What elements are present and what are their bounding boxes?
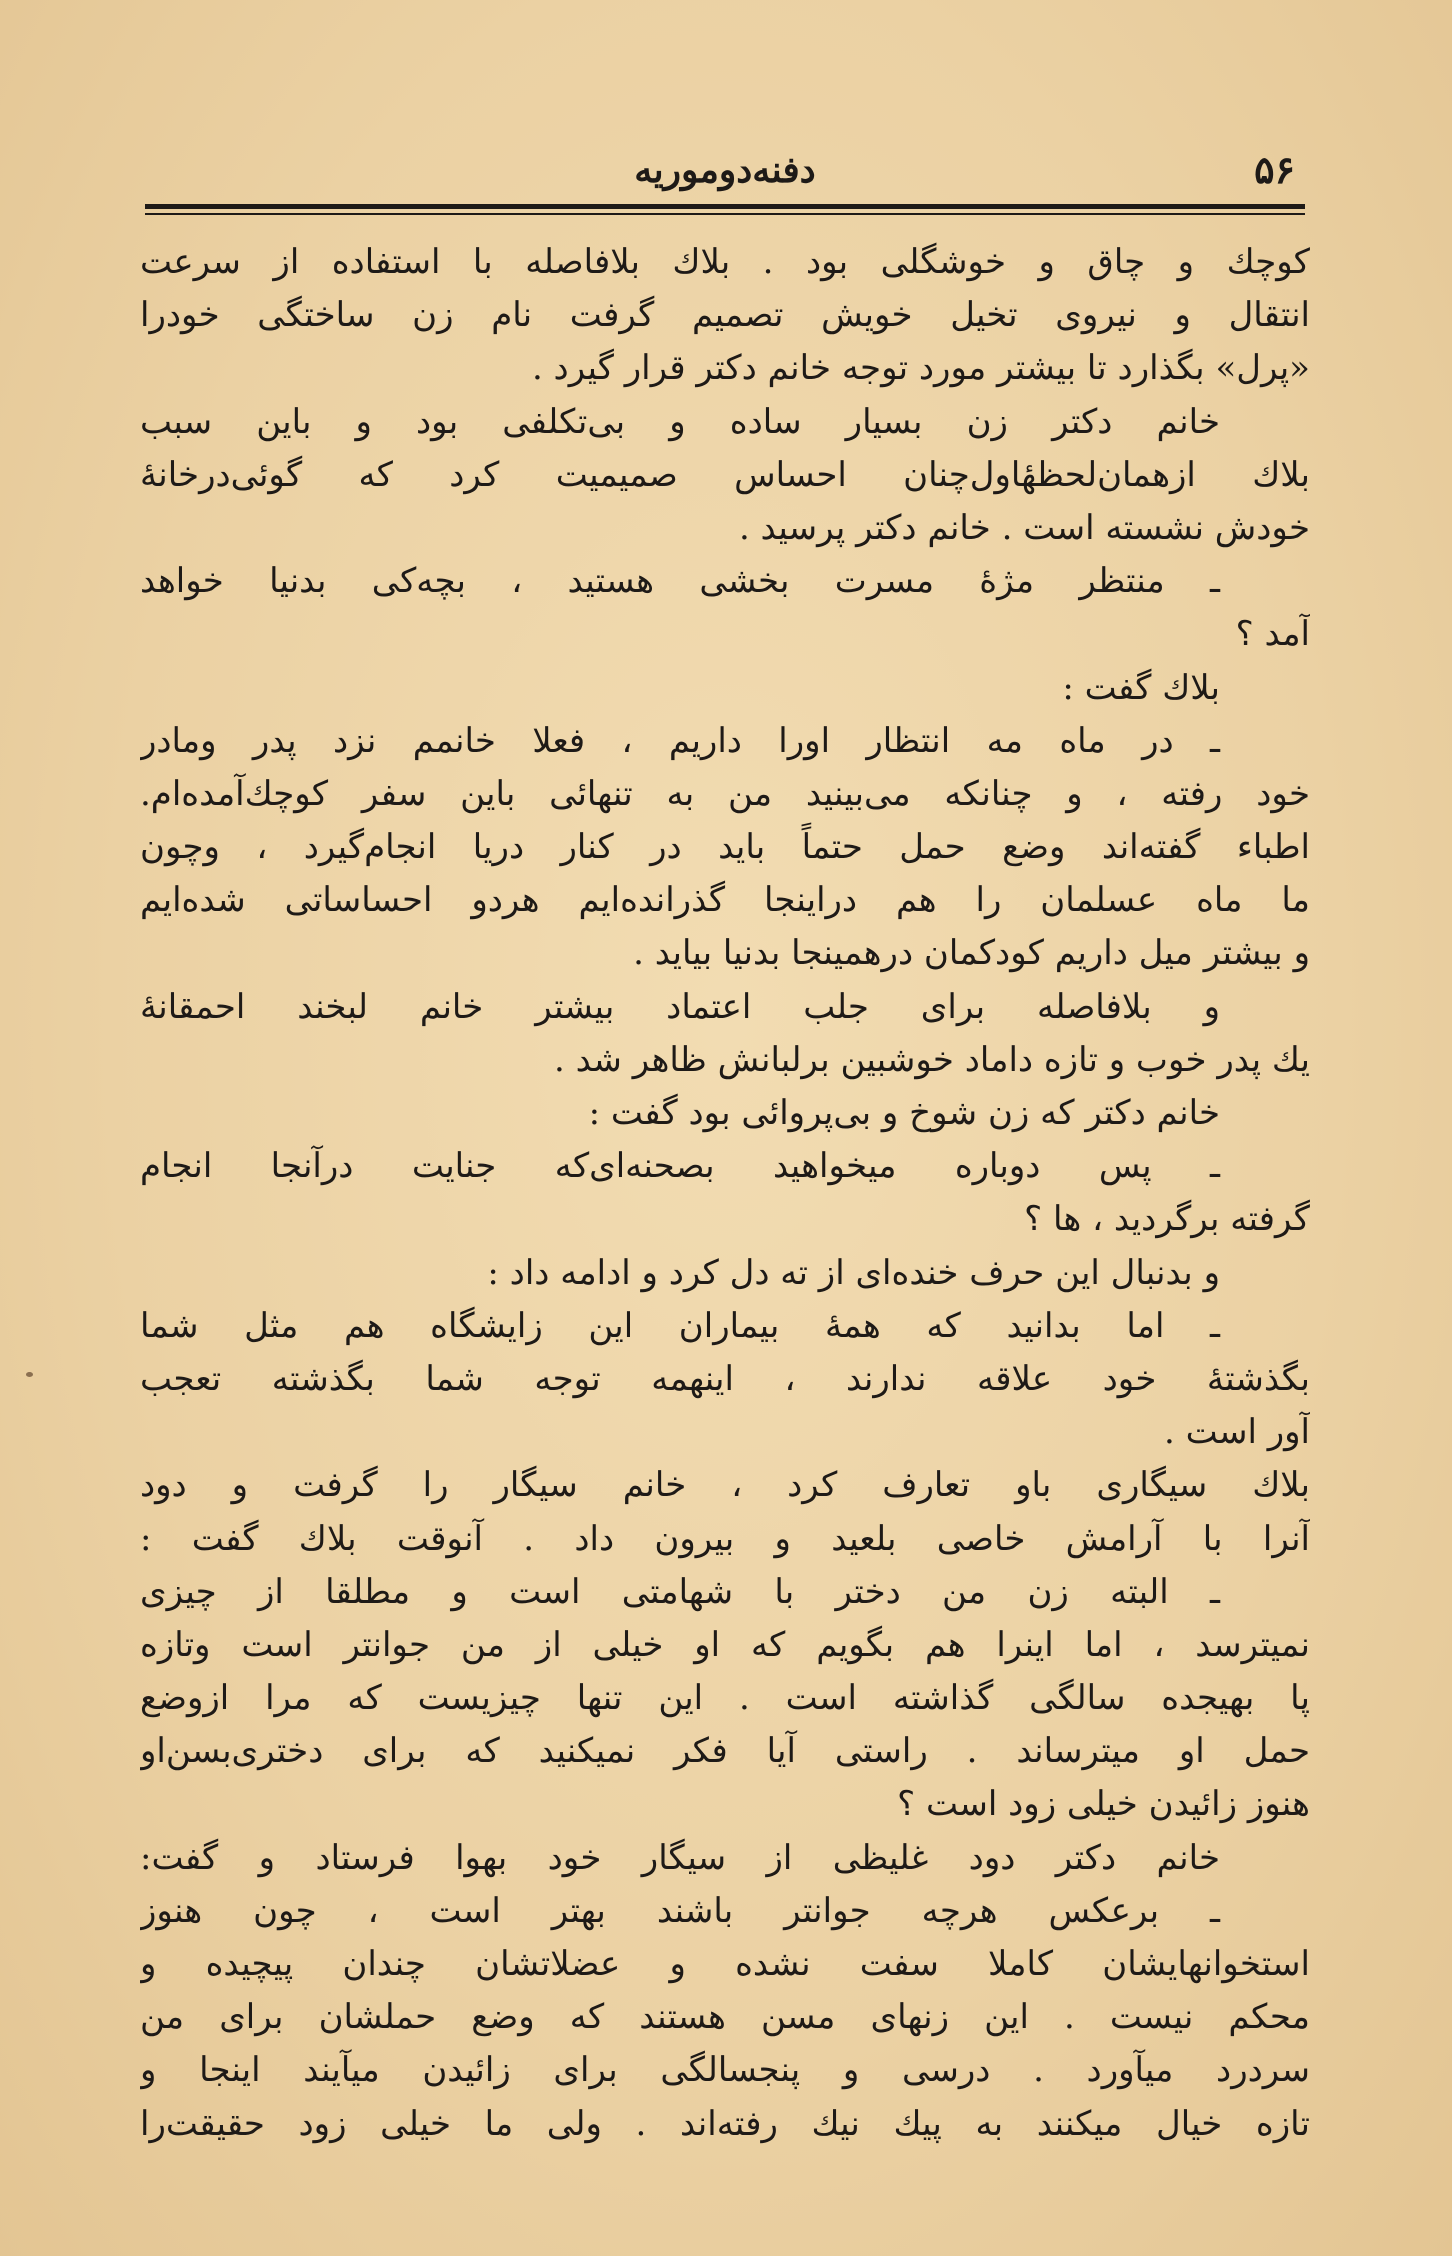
text-line: ـ منتظر مژهٔ مسرت بخشی هستید ، بچه‌کی بدنیا خواهد (140, 561, 1220, 602)
text-line: محکم نیست . این زنهای مسن هستند که وضع حملشان برای من (140, 1997, 1310, 2038)
running-title: دفنه‌دوموریه (634, 149, 816, 191)
text-line: گرفته برگردید ، ها ؟ (1024, 1199, 1310, 1240)
body-text (140, 236, 1310, 2151)
header-rule-thin (145, 213, 1305, 215)
text-line: کوچك و چاق و خوشگلی بود . بلاك بلافاصله با استفاده از سرعت (140, 242, 1310, 282)
text-line: نمیترسد ، اما اینرا هم بگویم که او خیلی از من جوانتر است وتازه (140, 1624, 1310, 1665)
paper-speck (26, 1372, 33, 1377)
text-line: هنوز زائیدن خیلی زود است ؟ (897, 1784, 1310, 1825)
text-line: آمد ؟ (1235, 614, 1310, 655)
text-line: ـ پس دوباره میخواهید بصحنه‌ای‌که جنایت درآنجا انجام (140, 1146, 1220, 1187)
text-line: ـ البته زن من دختر با شهامتی است و مطلقا از چیزی (140, 1571, 1220, 1612)
text-line: و بیشتر میل داریم کودکمان درهمینجا بدنیا بیاید . (633, 933, 1310, 974)
text-line: خانم دکتر زن بسیار ساده و بی‌تکلفی بود و باین سبب (140, 401, 1220, 442)
text-line: خانم دکتر که زن شوخ و بی‌پروائی بود گفت : (588, 1093, 1220, 1133)
header-rule-thick (145, 204, 1305, 209)
text-line: ـ در ماه مه انتظار اورا داریم ، فعلا خانمم نزد پدر ومادر (140, 720, 1220, 761)
text-line: آور است . (1163, 1412, 1310, 1453)
text-line: انتقال و نیروی تخیل خویش تصمیم گرفت نام زن ساختگی خودرا (140, 295, 1310, 336)
text-line: خودش نشسته است . خانم دکتر پرسید . (738, 507, 1310, 548)
text-line: آنرا با آرامش خاصی بلعید و بیرون داد . آنوقت بلاك گفت : (140, 1518, 1310, 1559)
text-line: پا بهیجده سالگی گذاشته است . این تنها چیزیست که مرا ازوضع (140, 1678, 1310, 1719)
text-line: بگذشتهٔ خود علاقه ندارند ، اینهمه توجه شما بگذشته تعجب (140, 1358, 1310, 1399)
text-line: بلاك ازهمان‌لحظهٔاول‌چنان احساس صمیمیت کرد که گوئی‌درخانهٔ (140, 454, 1310, 495)
text-line: بلاك سیگاری باو تعارف کرد ، خانم سیگار را گرفت و دود (140, 1465, 1310, 1506)
text-line: «پرل» بگذارد تا بیشتر مورد توجه خانم دکتر قرار گیرد . (531, 348, 1310, 389)
text-line: ـ برعکس هرچه جوانتر باشند بهتر است ، چون هنوز (140, 1890, 1220, 1931)
text-line: سردرد میآورد . درسی و پنجسالگی برای زائیدن میآیند اینجا و (140, 2050, 1310, 2091)
page-number: ۵۶ (1254, 147, 1295, 192)
text-line: و بدنبال این حرف خنده‌ای از ته دل کرد و ادامه داد : (487, 1252, 1220, 1293)
text-line: خانم دکتر دود غلیظی از سیگار خود بهوا فرستاد و گفت: (140, 1837, 1220, 1878)
text-line: استخوانهایشان کاملا سفت نشده و عضلاتشان چندان پیچیده و (140, 1944, 1310, 1984)
page-header (145, 140, 1305, 200)
text-line: و بلافاصله برای جلب اعتماد بیشتر خانم لبخند احمقانهٔ (140, 986, 1220, 1027)
text-line: اطباء گفته‌اند وضع حمل حتماً باید در کنار دریا انجام‌گیرد ، وچون (140, 827, 1310, 868)
text-line: یك پدر خوب و تازه داماد خوشبین برلبانش ظاهر شد . (553, 1039, 1310, 1080)
text-line: حمل او میترساند . راستی آیا فکر نمیکنید که برای دختری‌بسن‌او (140, 1731, 1310, 1772)
text-line: ـ اما بدانید که همهٔ بیماران این زایشگاه هم مثل شما (140, 1305, 1220, 1346)
text-line: تازه خیال میکنند به پیك نیك رفته‌اند . ولی ما خیلی زود حقیقت‌را (140, 2103, 1310, 2144)
text-line: خود رفته ، و چنانکه می‌بینید من به تنهائی باین سفر کوچك‌آمده‌ام. (140, 773, 1310, 814)
text-line: بلاك گفت : (1062, 667, 1220, 708)
text-line: ما ماه عسلمان را هم دراینجا گذرانده‌ایم هردو احساساتی شده‌ایم (140, 880, 1310, 921)
